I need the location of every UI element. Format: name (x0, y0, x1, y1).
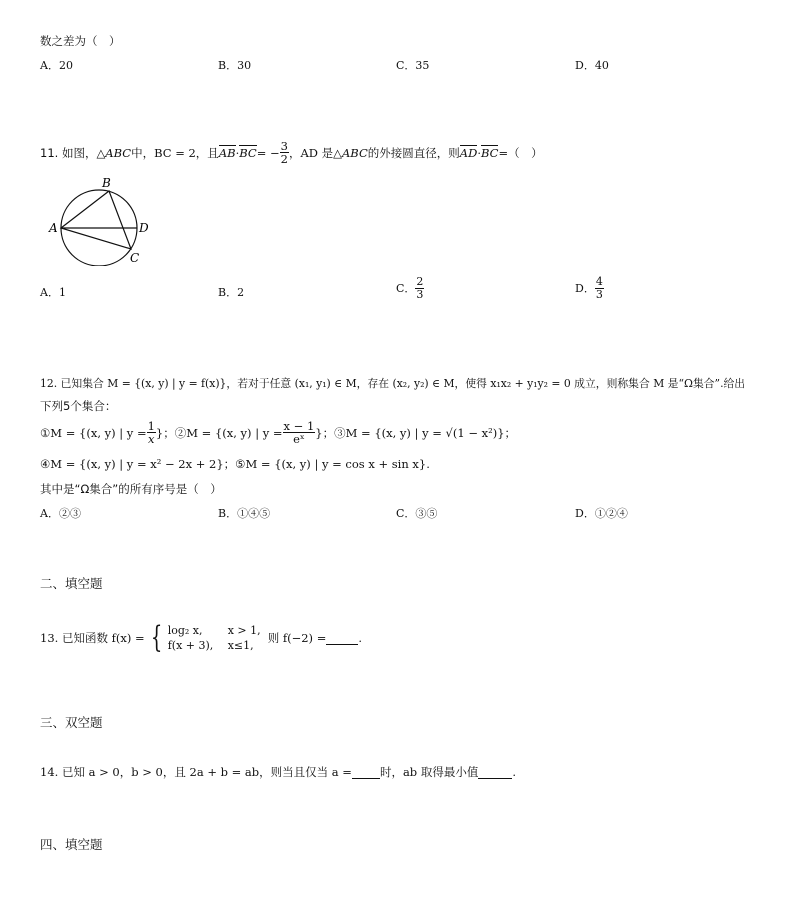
q11-option-c-fraction (415, 276, 424, 300)
q12-set3: }；③M = {(x, y) | y = √(1 − x²)}； (315, 425, 517, 440)
q11-option-b: B．2 (218, 286, 245, 299)
q11-option-d-prefix: D． (575, 282, 595, 296)
q12-set2-fraction (283, 420, 316, 445)
section-heading-2: 二、填空题 (40, 576, 103, 591)
q11-end: =（ ） (498, 145, 543, 160)
q12-set1-den: x (148, 432, 155, 447)
q11-option-a: A．1 (40, 286, 66, 299)
q13-answer-blank[interactable] (326, 632, 358, 645)
q12-stem-line2: 下列5个集合： (40, 399, 117, 413)
q12-stem-line1: 12. 已知集合 M = {(x, y) | y = f(x)}，若对于任意 (x₁, y₁) ∈ M，存在 (x₂, y₂) ∈ M，使得 x₁x₂ + y₁y₂ = 0 成立，则称集合 M 是“Ω集合”.给出 (40, 377, 746, 390)
q12-sets-line (40, 420, 516, 445)
q13-stem (40, 620, 362, 655)
q11-option-c-den: 3 (416, 287, 424, 301)
q14-text-a: 14. 已知 a > 0，b > 0，且 2a + b = ab，则当且仅当 a = (40, 765, 352, 779)
triangle-abc (61, 191, 131, 249)
q14-answer-blank-2[interactable] (478, 766, 512, 779)
q13-case2-cond: x≤1, (227, 639, 254, 652)
q12-option-a: A．②③ (40, 507, 81, 520)
q12-set1-num: 1 (147, 419, 155, 433)
q10-option-d: D．40 (575, 59, 609, 72)
q11-dot: · (235, 145, 240, 160)
q11-vector-ad: AD (459, 146, 478, 161)
q10-option-b: B．30 (218, 59, 252, 72)
q14-stem (40, 764, 516, 780)
q12-question: 其中是“Ω集合”的所有序号是（ ） (40, 482, 222, 496)
q12-set2-a: }；②M = {(x, y) | y = (155, 425, 283, 440)
q12-option-c: C．③⑤ (396, 507, 438, 520)
q13-suffix: 则 f(−2) = (267, 631, 327, 645)
q11-vector-bc: BC (239, 146, 257, 161)
q11-dot-2: · (477, 145, 481, 160)
q14-answer-blank-1[interactable] (352, 766, 380, 779)
q11-vector-bc-2: BC (480, 146, 499, 161)
q11-mid3: 的外接圆直径，则 (367, 145, 460, 160)
q11-circle-figure (44, 174, 164, 266)
q12-set2-den: eˣ (293, 432, 305, 447)
q10-option-c: C．35 (396, 59, 430, 72)
label-d: D (139, 221, 149, 235)
q11-fraction-num: 3 (280, 139, 288, 153)
q11-mid2: ，AD 是 (288, 145, 334, 160)
q14-text-c: . (512, 765, 516, 779)
q11-option-d-num: 4 (595, 275, 603, 288)
q11-mid1: 中，BC = 2，且 (131, 145, 219, 160)
section-heading-4: 四、填空题 (40, 837, 103, 852)
q11-option-d (575, 276, 604, 300)
q12-set1-a: ①M = {(x, y) | y = (40, 425, 147, 440)
q11-triangle: △ABC (96, 145, 132, 160)
q14-text-b: 时，ab 取得最小值 (379, 765, 479, 779)
q13-cases (168, 624, 268, 652)
label-b: B (102, 176, 111, 190)
q12-set2-num: x − 1 (283, 419, 315, 433)
q11-triangle-2: △ABC (333, 145, 368, 160)
q13-prefix: 13. 已知函数 f(x) = (40, 631, 145, 645)
q11-equals: = − (256, 145, 280, 160)
q11-stem (40, 140, 543, 165)
q13-end: . (358, 631, 362, 645)
q11-stem-a: 11. 如图， (40, 145, 97, 160)
q11-option-c (396, 276, 424, 300)
q11-option-c-num: 2 (416, 275, 424, 288)
q13-brace: { (150, 620, 162, 655)
q11-fraction-den: 2 (280, 152, 288, 167)
section-heading-3: 三、双空题 (40, 715, 103, 730)
q13-case1-expr: log₂ x, (167, 624, 203, 637)
q12-sets-line-2: ④M = {(x, y) | y = x² − 2x + 2}；⑤M = {(x, y) | y = cos x + sin x}. (40, 457, 430, 471)
q12-set1-fraction (147, 420, 156, 445)
q11-option-d-den: 3 (595, 287, 603, 301)
q13-case2-expr: f(x + 3), (167, 639, 214, 652)
q11-fraction (280, 140, 289, 165)
q10-option-a: A．20 (40, 59, 73, 72)
q12-option-b: B．①④⑤ (218, 507, 271, 520)
q12-option-d: D．①②④ (575, 507, 628, 520)
q10-stem-tail: 数之差为（ ） (40, 34, 121, 48)
q11-vector-ab: AB (218, 146, 236, 161)
label-a: A (49, 221, 58, 235)
q13-case1-cond: x > 1, (227, 624, 261, 637)
q11-option-d-fraction (595, 276, 604, 300)
label-c: C (130, 251, 140, 265)
q11-option-c-prefix: C． (396, 282, 416, 296)
